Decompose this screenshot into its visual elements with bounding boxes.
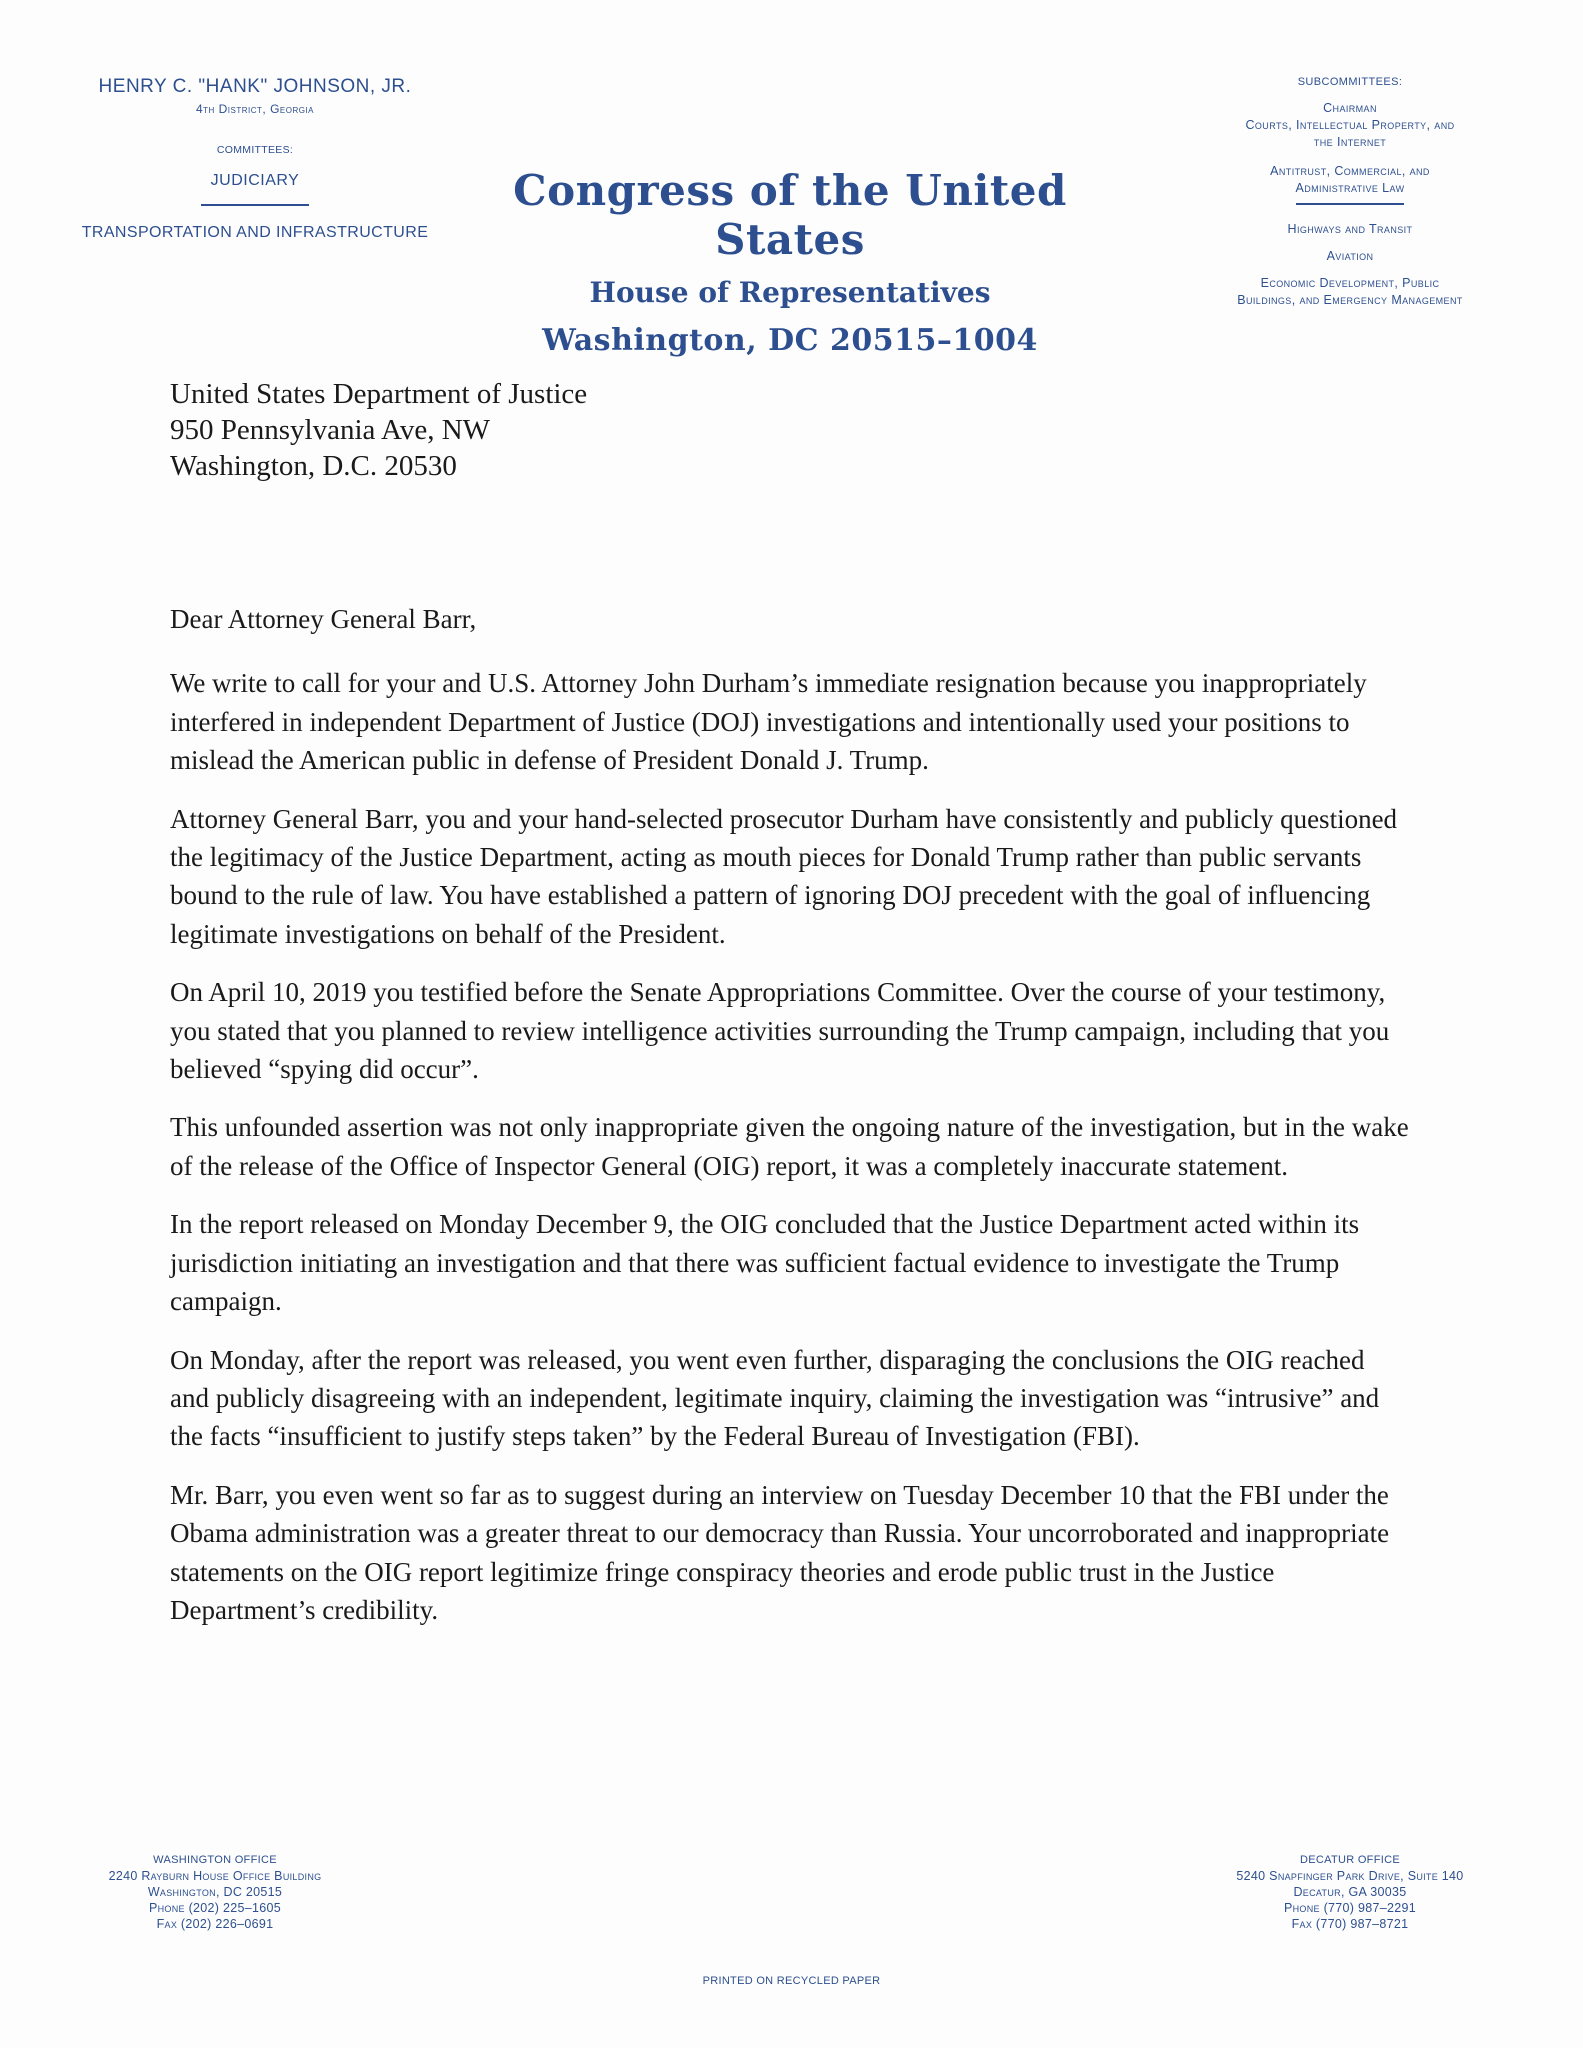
subcommittee-courts-2: the Internet bbox=[1313, 135, 1387, 149]
office-line: Decatur, GA 30035 bbox=[1293, 1885, 1407, 1899]
recipient-address bbox=[170, 376, 587, 484]
member-district: 4th District, Georgia bbox=[195, 102, 315, 116]
body-paragraph: In the report released on Monday December 9, the OIG concluded that the Justice Department acted within its jurisdiction initiating an investigation and that there was sufficient factual evidence to investigate the Trump campaign. bbox=[170, 1209, 1360, 1317]
member-name: HENRY C. "HANK" JOHNSON, JR. bbox=[98, 76, 412, 97]
office-line: Washington, DC 20515 bbox=[147, 1885, 283, 1899]
letter-body bbox=[170, 600, 1410, 1649]
body-paragraph: On Monday, after the report was released, you went even further, disparaging the conclusions the OIG reached and publicly disagreeing with an independent, legitimate inquiry, claiming the investigation was “intrusive” and the facts “insufficient to justify steps taken” by the Federal Bureau of Investigation (FBI). bbox=[170, 1344, 1380, 1452]
letterhead-subcommittees-block bbox=[1180, 76, 1520, 309]
recipient-line: 950 Pennsylvania Ave, NW bbox=[170, 414, 491, 446]
office-label: DECATUR OFFICE bbox=[1300, 1854, 1400, 1866]
committees-label: COMMITTEES: bbox=[216, 144, 294, 156]
office-line: 5240 Snapfinger Park Drive, Suite 140 bbox=[1236, 1869, 1464, 1883]
subcommittee-highways: Highways and Transit bbox=[1287, 222, 1413, 236]
body-paragraph: We write to call for your and U.S. Attorney John Durham’s immediate resignation because you inappropriately interfered in independent Department of Justice (DOJ) investigations and intentionally used your positions to mislead the American public in defense of President Donald J. Trump. bbox=[170, 668, 1367, 776]
letterhead-title-block bbox=[440, 166, 1140, 358]
office-line: 2240 Rayburn House Office Building bbox=[108, 1869, 322, 1883]
subcommittee-courts: Courts, Intellectual Property, and bbox=[1245, 118, 1455, 132]
office-fax: Fax (770) 987–8721 bbox=[1291, 1917, 1409, 1931]
congress-title: Congress of the United States bbox=[513, 166, 1067, 264]
recycled-paper-note: PRINTED ON RECYCLED PAPER bbox=[702, 1975, 881, 1987]
office-phone: Phone (202) 225–1605 bbox=[148, 1901, 282, 1915]
office-fax: Fax (202) 226–0691 bbox=[156, 1917, 274, 1931]
divider bbox=[201, 204, 309, 206]
office-label: WASHINGTON OFFICE bbox=[153, 1854, 277, 1866]
body-paragraph: On April 10, 2019 you testified before the Senate Appropriations Committee. Over the course of your testimony, you stated that you planned to review intelligence activities surrounding the Trump campaign, including that you believed “spying did occur”. bbox=[170, 977, 1390, 1085]
subcommittee-antitrust-2: Administrative Law bbox=[1295, 181, 1405, 195]
committee-judiciary: JUDICIARY bbox=[210, 172, 300, 189]
letterhead-member-block bbox=[60, 76, 490, 242]
washington-office-address bbox=[60, 1852, 370, 1932]
subcommittee-econ-dev-2: Buildings, and Emergency Management bbox=[1237, 293, 1463, 307]
subcommittee-econ-dev: Economic Development, Public bbox=[1260, 276, 1440, 290]
subcommittee-aviation: Aviation bbox=[1326, 249, 1374, 263]
recipient-line: United States Department of Justice bbox=[170, 378, 588, 410]
subcommittees-label: SUBCOMMITTEES: bbox=[1297, 76, 1403, 88]
body-paragraph: Mr. Barr, you even went so far as to suggest during an interview on Tuesday December 10 that the FBI under the Obama administration was a greater threat to our democracy than Russia. Your uncorroborated and inappropriate statements on the OIG report legitimize fringe conspiracy theories and erode public trust in the Justice Department’s credibility. bbox=[170, 1479, 1390, 1625]
subcommittee-role: Chairman bbox=[1323, 101, 1377, 115]
recipient-line: Washington, D.C. 20530 bbox=[170, 450, 457, 482]
city-zip: Washington, DC 20515–1004 bbox=[542, 323, 1038, 358]
salutation: Dear Attorney General Barr, bbox=[170, 604, 477, 634]
decatur-office-address bbox=[1190, 1852, 1510, 1932]
subcommittee-antitrust: Antitrust, Commercial, and bbox=[1270, 164, 1430, 178]
committee-transportation: TRANSPORTATION AND INFRASTRUCTURE bbox=[81, 224, 429, 241]
body-paragraph: This unfounded assertion was not only inappropriate given the ongoing nature of the investigation, but in the wake of the release of the Office of Inspector General (OIG) report, it was a completely inaccurate statement. bbox=[170, 1112, 1409, 1181]
office-phone: Phone (770) 987–2291 bbox=[1283, 1901, 1417, 1915]
house-title: House of Representatives bbox=[589, 276, 991, 309]
body-paragraph: Attorney General Barr, you and your hand-selected prosecutor Durham have consistently and publicly questioned the legitimacy of the Justice Department, acting as mouth pieces for Donald Trump rather than public servants bound to the rule of law. You have established a pattern of ignoring DOJ precedent with the goal of influencing legitimate investigations on behalf of the President. bbox=[170, 803, 1398, 949]
